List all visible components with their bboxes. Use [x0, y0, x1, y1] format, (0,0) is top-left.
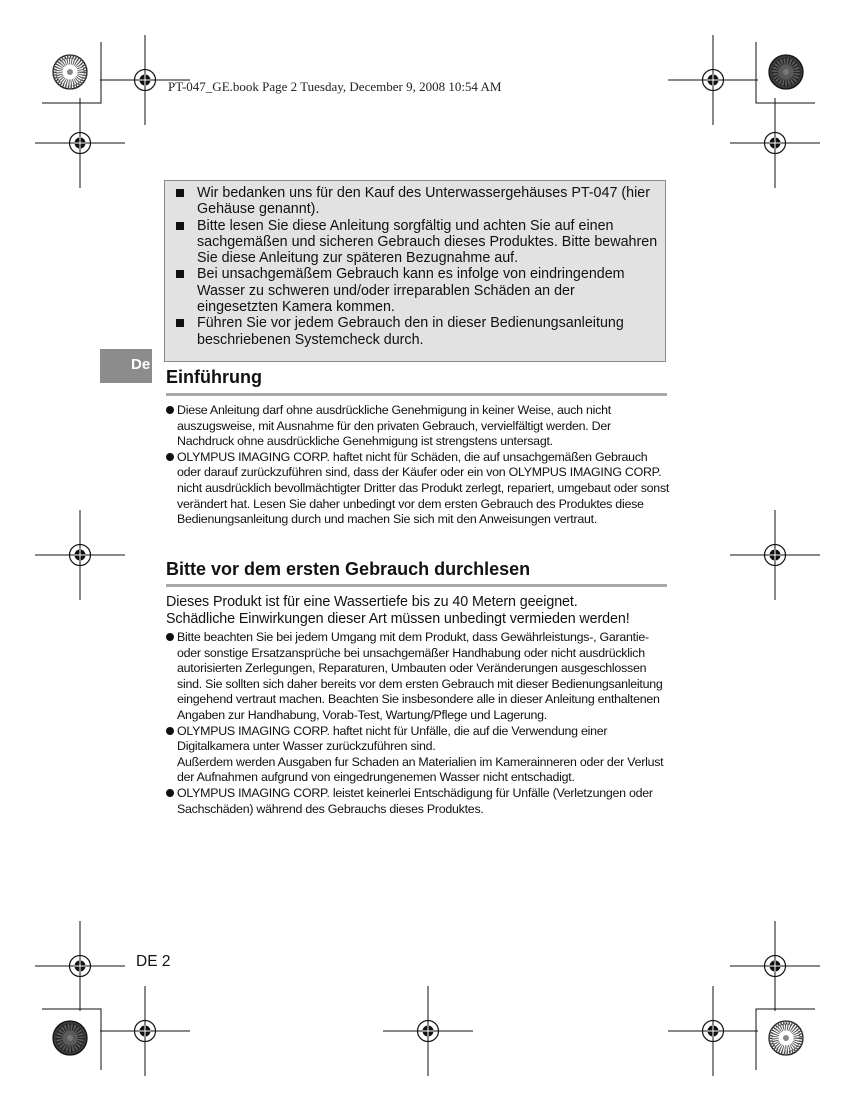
- einfuehrung-bullet-list: [166, 403, 670, 528]
- section-heading-einfuehrung: Einführung: [166, 367, 262, 387]
- read-first-bullet-list: [166, 630, 670, 817]
- depth-notice: [166, 594, 676, 627]
- registration-mark-icon: [730, 510, 820, 600]
- book-file-header: PT-047_GE.book Page 2 Tuesday, December 9, 2008 10:54 AM: [168, 79, 502, 94]
- notice-item: Führen Sie vor jedem Gebrauch den in dieser Bedienungsanleitung beschriebenen Systemcheck durch.: [175, 315, 659, 348]
- star-target-bottom-left-icon: [53, 1021, 87, 1055]
- notice-item: Bei unsachgemäßem Gebrauch kann es infolge von eindringendem Wasser zu schweren und/oder irreparablen Schäden an der eingesetzten Kamera kommen.: [175, 266, 659, 315]
- registration-mark-icon: [35, 98, 125, 188]
- section-rule: [166, 584, 667, 587]
- language-tab: De: [100, 349, 152, 383]
- star-target-top-right-icon: [769, 55, 803, 89]
- section-rule: [166, 393, 667, 396]
- registration-mark-icon: [35, 921, 125, 1011]
- registration-mark-icon: [100, 986, 190, 1076]
- depth-notice-line: Dieses Produkt ist für eine Wassertiefe bis zu 40 Metern geeignet.: [166, 594, 578, 610]
- page-number: DE 2: [136, 953, 171, 970]
- registration-mark-icon: [35, 510, 125, 600]
- list-item: OLYMPUS IMAGING CORP. leistet keinerlei Entschädigung für Unfälle (Verletzungen oder Sachschäden) während des Gebrauchs dieses Produktes.: [166, 786, 670, 817]
- registration-mark-icon: [668, 986, 758, 1076]
- list-item-text: OLYMPUS IMAGING CORP. haftet nicht für Unfälle, die auf die Verwendung einer Digitalkamera unter Wasser zurückzuführen sind.: [177, 723, 608, 754]
- registration-mark-icon: [730, 921, 820, 1011]
- section-heading-read-first: Bitte vor dem ersten Gebrauch durchlesen: [166, 559, 531, 579]
- registration-mark-icon: [383, 986, 473, 1076]
- notice-item: Bitte lesen Sie diese Anleitung sorgfältig und achten Sie auf einen sachgemäßen und sicheren Gebrauch dieses Produktes. Bitte bewahren Sie diese Anleitung zur späteren Bezugnahme auf.: [175, 218, 659, 267]
- star-target-bottom-right-icon: [769, 1021, 803, 1055]
- star-target-top-left-icon: [53, 55, 87, 89]
- list-item: OLYMPUS IMAGING CORP. haftet nicht für Schäden, die auf unsachgemäßen Gebrauch oder darauf zurückzuführen sind, dass der Käufer oder ein von OLYMPUS IMAGING CORP. nicht ausdrücklich bevollmächtigter Dritter das Produkt zerlegt, repariert, umgebaut oder sonst verändert hat. Lesen Sie daher unbedingt vor dem ersten Gebrauch des Produktes diese Bedienungsanleitung durch und machen Sie sich mit den Anweisungen vertraut.: [166, 450, 670, 528]
- list-item: [166, 724, 670, 786]
- list-item-continuation: Außerdem werden Ausgaben fur Schaden an Materialien im Kamerainneren oder der Verlust der Aufnahmen aufgrund von eingedrungenemen Wasser nicht entschadigt.: [177, 754, 664, 785]
- registration-mark-icon: [668, 35, 758, 125]
- list-item: Diese Anleitung darf ohne ausdrückliche Genehmigung in keiner Weise, auch nicht auszugsweise, mit Ausnahme für den privaten Gebrauch, vervielfältigt werden. Der Nachdruck ohne ausdrückliche Genehmigung ist strengstens untersagt.: [166, 403, 670, 450]
- list-item: Bitte beachten Sie bei jedem Umgang mit dem Produkt, dass Gewährleistungs-, Garantie- oder sonstige Ersatzansprüche bei unsachgemäßer Handhabung oder nicht ausdrücklich autorisierten Zerlegungen, Reparaturen, Umbauten oder Veränderungen ausgeschlossen sind. Sie sollten sich daher bereits vor dem ersten Gebrauch mit dieser Bedienungsanleitung eingehend vertraut machen. Beachten Sie insbesondere alle in dieser Anleitung enthaltenen Angaben zur Handhabung, Vorab-Test, Wartung/Pflege und Lagerung.: [166, 630, 670, 724]
- depth-notice-line: Schädliche Einwirkungen dieser Art müssen unbedingt vermieden werden!: [166, 610, 630, 627]
- notice-item: Wir bedanken uns für den Kauf des Unterwassergehäuses PT-047 (hier Gehäuse genannt).: [175, 185, 659, 218]
- intro-notice-box: [164, 180, 666, 362]
- registration-mark-icon: [730, 98, 820, 188]
